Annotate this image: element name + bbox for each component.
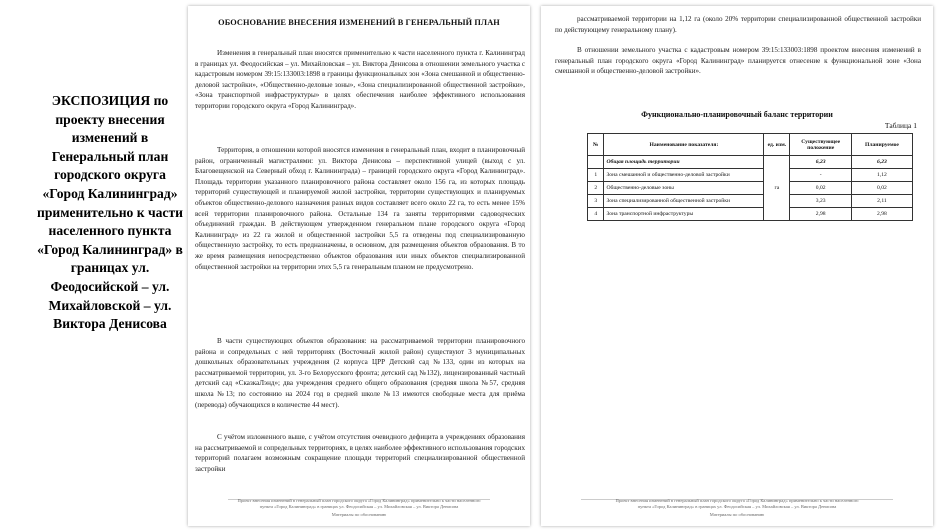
row-existing: 2,98 [790,208,851,221]
row-num: 1 [588,169,604,182]
header-existing: Существующее положение [790,134,851,156]
row-name: Зона смешанной и общественно-деловой застройки [604,169,764,182]
paragraph: В отношении земельного участка с кадастровым номером 39:15:133003:1898 проектом внесения изменений в генеральный план городского округа «Город Калининград» планируется отнесение к функциональной зоне «Зона смешанной и общественно-деловой застройки». [555,46,921,76]
row-num: 4 [588,208,604,221]
table-row [588,169,913,182]
table-row-total [588,156,913,169]
total-existing: 6,23 [790,156,851,169]
table-title: Функционально-планировочный баланс территории [641,110,833,119]
row-num: 3 [588,195,604,208]
row-planned: 0,02 [851,182,912,195]
table-row [588,208,913,221]
row-existing: 3,23 [790,195,851,208]
paragraph: В части существующих объектов образования: на рассматриваемой территории планировочного района и сопредельных с ней территориях (Восточный жилой район) существуют 3 муниципальных дошкольных образовательных учреждения (2 корпуса ЦРР Детский сад №133, один из которых на рассматриваемой территории, ул. 3-го Белорусского фронта; детский сад №132), лицензированный частный детский сад «СказкаЛэнд»; два учреждения среднего общего образования (средняя школа №57, средняя школа №13; по состоянию на 2024 год в средней школе №13 имеются свободные места для приёма (перевода) обучающихся в количестве 44 мест). [195,337,525,409]
footer-line: пункта «Город Калининград» в границах ул. Феодосийская – ул. Михайловская – ул. Виктора Денисова [259,504,459,509]
page-footer [198,498,520,518]
footer-line: Материалы по обоснованию [709,512,765,517]
total-label: Общая площадь территории [604,156,764,169]
page-title: ОБОСНОВАНИЕ ВНЕСЕНИЯ ИЗМЕНЕНИЙ В ГЕНЕРАЛЬНЫЙ ПЛАН [218,18,500,27]
balance-table [587,133,913,221]
document-page-2[interactable] [541,6,933,526]
header-name: Наименование показателя: [604,134,764,156]
paragraph: Территория, в отношении которой вносятся изменения в генеральный план, входит в планировочный район, ограниченный магистралями: ул. Виктора Денисова – перспективной улицей (выход с ул. Благовещенской на Северный обход г. Калининграда) – границей городского округа «Город Калининград». Площадь территории указанного планировочного района составляет около 156 га, из которых площадь территорий существующей и планируемой жилой застройки, территории существующих и планируемых объектов общественно-делового назначения разных видов составляет всего около 22 га, то есть менее 15% всей территории планировочного района. Остальные 134 га заняты территориями садоводческих объединений граждан. В действующем утвержденном генеральном плане городского округа «Город Калининград» из 22 га жилой и общественной застройки 5,5 га отведены под специализированную общественную застройку, то есть предназначены, в основном, для размещения объектов образования. В то же время размещения непосредственно объектов образования или иных объектов специализированной общественной застройки на территории этих 5,5 га генеральным планом не предусмотрено. [195,146,525,271]
row-planned: 1,12 [851,169,912,182]
row-name: Общественно-деловые зоны [604,182,764,195]
header-num: № [588,134,604,156]
header-unit: ед. изм. [764,134,790,156]
unit-cell: га [764,156,790,221]
paragraph: рассматриваемой территории на 1,12 га (около 20% территории специализированной общественной застройки по действующему генеральному плану). [555,15,921,34]
footer-line: Проект внесения изменений в генеральный план городского округа «Город Калининград» применительно к части населенного [615,498,859,503]
row-existing: 0,02 [790,182,851,195]
row-planned: 2,98 [851,208,912,221]
row-existing: - [790,169,851,182]
table-number: Таблица 1 [884,121,917,130]
document-page-1[interactable] [188,6,530,526]
total-planned: 6,23 [851,156,912,169]
footer-line: Материалы по обоснованию [331,512,387,517]
page-footer [551,498,923,518]
row-name: Зона специализированной общественной застройки [604,195,764,208]
paragraph: Изменения в генеральный план вносятся применительно к части населенного пункта г. Калининград в границах ул. Феодосийская – ул. Михайловская – ул. Виктора Денисова в отношении земельного участка с кадастровым номером 39:15:133003:1898 в границы функциональных зон «Зона смешанной и общественно-деловой застройки», «Общественно-деловые зоны», «Зона специализированной общественной застройки», «Зона транспортной инфраструктуры» в целях обеспечения наиболее эффективного использования территории городского округа «Город Калининград». [195,49,525,110]
exposition-title: ЭКСПОЗИЦИЯ по проекту внесения изменений в Генеральный план городского округа «Город Калининград» применительно к части населенного пункта «Город Калининград» в границах ул. Феодосийской – ул. Михайловской – ул. Виктора Денисова [37,93,183,332]
row-num: 2 [588,182,604,195]
table-row [588,182,913,195]
row-name: Зона транспортной инфраструктуры [604,208,764,221]
footer-line: пункта «Город Калининград» в границах ул. Феодосийская – ул. Михайловская – ул. Виктора Денисова [637,504,837,509]
table-header-row [588,134,913,156]
paragraph: С учётом изложенного выше, с учётом отсутствия очевидного дефицита в учреждениях образования на рассматриваемой и сопредельных территориях, в целях наиболее эффективного использования городских территорий полагаем возможным сокращение площади территорий специализированной общественной застройки [195,433,525,473]
row-planned: 2,11 [851,195,912,208]
table-row [588,195,913,208]
footer-line: Проект внесения изменений в генеральный план городского округа «Город Калининград» применительно к части населенного [237,498,481,503]
header-planned: Планируемое [851,134,912,156]
